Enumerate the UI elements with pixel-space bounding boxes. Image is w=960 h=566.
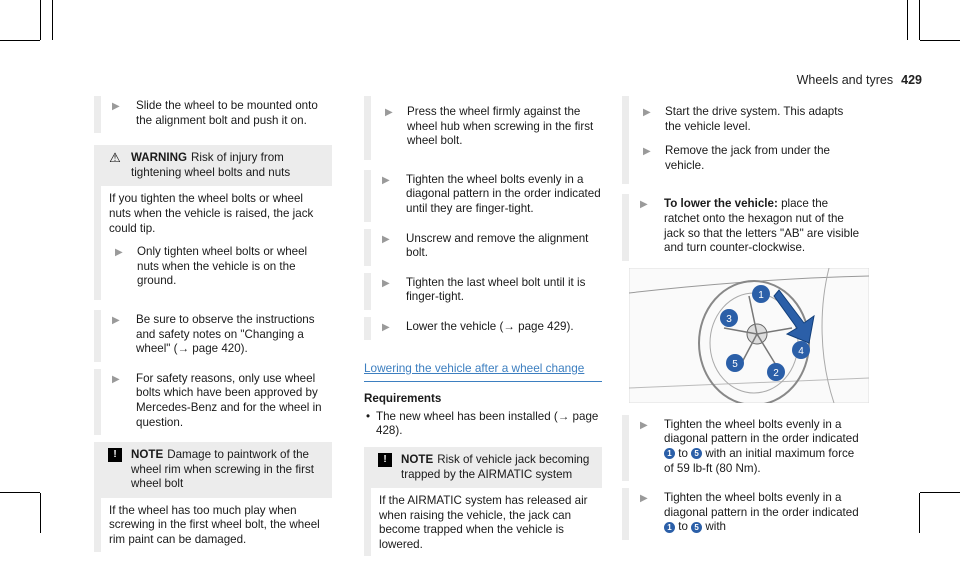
instruction-step: ▶ Remove the jack from under the vehicle. — [643, 144, 830, 172]
instruction-step: ▶ Tighten the wheel bolts evenly in a diagonal pattern in the order indicated until they are finger-tight. — [364, 170, 602, 222]
bolt-number-badge: 5 — [691, 448, 702, 459]
arrow-icon: ▶ — [640, 199, 648, 211]
column-1 — [94, 96, 332, 562]
bolt-number-badge: 1 — [664, 522, 675, 533]
svg-text:3: 3 — [726, 313, 732, 325]
arrow-icon: ▶ — [385, 107, 393, 118]
instruction-step: ▶ Start the drive system. This adapts the vehicle level. — [643, 105, 844, 133]
note-box: ! NOTE Damage to paintwork of the wheel rim when screwing in the first wheel bolt If the wheel has too much play when screwing in the first wheel bolt, the wheel rim paint can be damaged. — [94, 442, 332, 552]
arrow-icon: ▶ — [115, 247, 123, 259]
note-box: ! NOTE Risk of vehicle jack becoming trapped by the AIRMATIC system If the AIRMATIC system has released air when raising the vehicle, the jack can become trapped when the vehicle is lowered. — [364, 447, 602, 557]
instruction-step: ▶ Tighten the last wheel bolt until it is finger-tight. — [364, 273, 602, 310]
instruction-step: ▶ Tighten the wheel bolts evenly in a diagonal pattern in the order indicated 1 to 5 with — [622, 488, 860, 540]
arrow-icon: ▶ — [640, 419, 648, 431]
instruction-step: ▶ Only tighten wheel bolts or wheel nuts when the vehicle is on the ground. — [115, 245, 308, 288]
arrow-icon: ▶ — [112, 314, 120, 326]
arrow-icon: ▶ — [382, 321, 390, 333]
list-item: • The new wheel has been installed (→ page 428). — [366, 409, 599, 438]
arrow-icon: ▶ — [382, 233, 390, 245]
note-icon: ! — [108, 448, 122, 462]
svg-text:2: 2 — [773, 367, 779, 379]
section-heading[interactable]: Lowering the vehicle after a wheel change — [364, 347, 602, 383]
arrow-icon: ▶ — [382, 277, 390, 289]
svg-text:5: 5 — [732, 358, 738, 370]
arrow-icon: ▶ — [112, 101, 120, 112]
continued-box — [622, 96, 860, 184]
column-3 — [622, 96, 860, 547]
warning-icon: ⚠ — [109, 150, 121, 166]
svg-text:1: 1 — [758, 289, 764, 301]
page-number: 429 — [901, 73, 922, 87]
svg-text:4: 4 — [798, 345, 804, 357]
arrow-icon: ▶ — [112, 373, 120, 385]
continued-box — [364, 96, 602, 160]
wheel-bolt-figure — [629, 268, 869, 403]
note-icon: ! — [378, 453, 392, 467]
instruction-step: ▶ Slide the wheel to be mounted onto the alignment bolt and push it on. — [94, 96, 332, 133]
wheel-illustration — [629, 268, 869, 403]
instruction-step: ▶ For safety reasons, only use wheel bolts which have been approved by Mercedes-Benz and for the wheel in question. — [94, 369, 332, 435]
bolt-number-badge: 5 — [691, 522, 702, 533]
arrow-icon: ▶ — [382, 174, 390, 186]
instruction-step: ▶ Be sure to observe the instructions and safety notes on "Changing a wheel" (→ page 420). — [94, 310, 332, 362]
arrow-icon: ▶ — [643, 146, 651, 158]
arrow-icon: ▶ — [643, 107, 651, 118]
requirements-label: Requirements — [364, 392, 442, 406]
instruction-step: ▶ Tighten the wheel bolts evenly in a diagonal pattern in the order indicated 1 to 5 with an initial maximum force of 59 lb-ft (80 Nm). — [622, 415, 860, 481]
instruction-step: ▶ Press the wheel firmly against the wheel hub when screwing in the first wheel bolt. — [385, 105, 594, 148]
instruction-step: ▶ Unscrew and remove the alignment bolt. — [364, 229, 602, 266]
section-title: Wheels and tyres — [796, 73, 894, 87]
arrow-icon: ▶ — [640, 493, 648, 505]
page-header — [797, 73, 922, 87]
column-2 — [364, 96, 602, 566]
warning-box: ⚠ WARNING Risk of injury from tightening wheel bolts and nuts If you tighten the wheel bolts or wheel nuts when the vehicle is raised, the jack could tip. ▶ Only tighten wheel bolts or wheel nuts when the vehicle is on the ground. — [94, 145, 332, 300]
bolt-number-badge: 1 — [664, 448, 675, 459]
instruction-step: ▶ Lower the vehicle (→ page 429). — [364, 317, 602, 340]
instruction-step: ▶ To lower the vehicle: place the ratchet onto the hexagon nut of the jack so that the letters "AB" are visible and turn counter-clockwise. — [622, 194, 860, 260]
